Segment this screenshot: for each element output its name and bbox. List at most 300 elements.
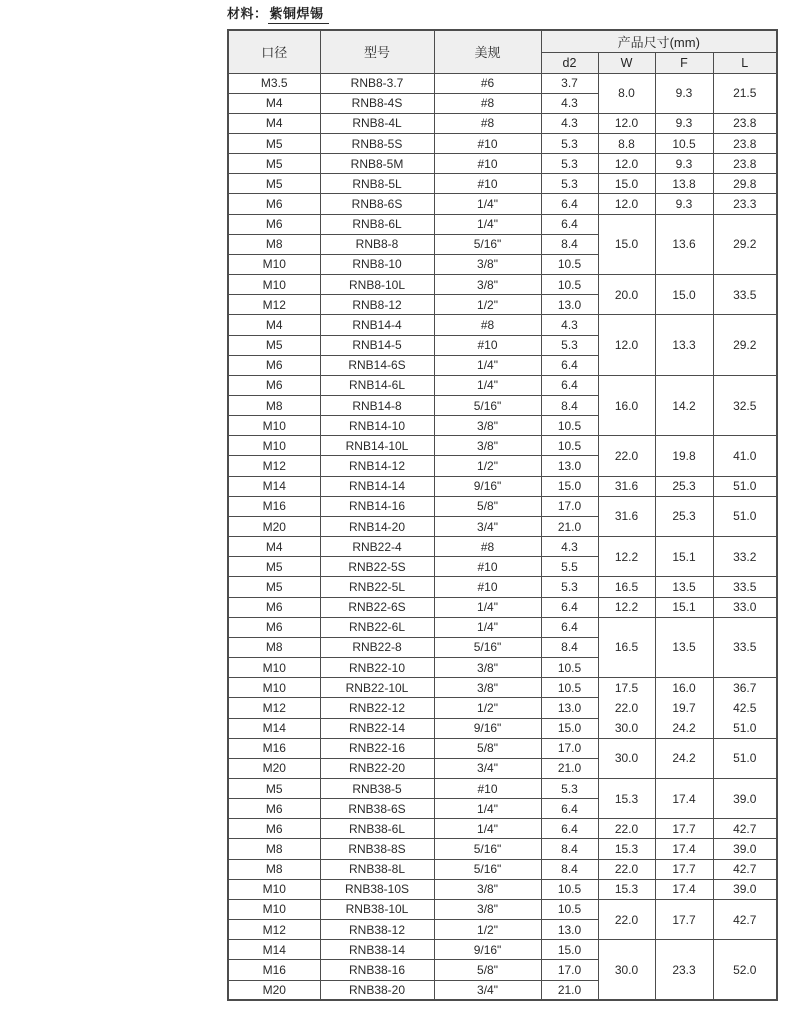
cell-caliber: M4 bbox=[228, 537, 320, 557]
cell-caliber: M3.5 bbox=[228, 73, 320, 93]
cell-w: 12.2 bbox=[598, 537, 655, 577]
table-row bbox=[228, 73, 777, 93]
cell-d2: 10.5 bbox=[541, 416, 598, 436]
cell-model: RNB14-16 bbox=[320, 496, 434, 516]
cell-model: RNB14-14 bbox=[320, 476, 434, 496]
cell-model: RNB38-16 bbox=[320, 960, 434, 980]
cell-d2: 17.0 bbox=[541, 960, 598, 980]
cell-d2: 13.0 bbox=[541, 698, 598, 718]
cell-d2: 10.5 bbox=[541, 275, 598, 295]
cell-w: 30.0 bbox=[598, 718, 655, 738]
cell-us-spec: 5/16" bbox=[434, 637, 541, 657]
cell-caliber: M4 bbox=[228, 93, 320, 113]
cell-l: 51.0 bbox=[713, 738, 777, 778]
cell-us-spec: 1/4" bbox=[434, 375, 541, 395]
header-dim-f: F bbox=[655, 52, 713, 73]
cell-model: RNB38-5 bbox=[320, 778, 434, 798]
cell-l: 23.8 bbox=[713, 133, 777, 153]
cell-model: RNB22-5S bbox=[320, 557, 434, 577]
cell-f: 17.4 bbox=[655, 839, 713, 859]
cell-d2: 6.4 bbox=[541, 194, 598, 214]
table-row bbox=[228, 778, 777, 798]
cell-d2: 17.0 bbox=[541, 738, 598, 758]
cell-f: 9.3 bbox=[655, 113, 713, 133]
cell-w: 22.0 bbox=[598, 899, 655, 939]
cell-w: 20.0 bbox=[598, 275, 655, 315]
cell-caliber: M5 bbox=[228, 778, 320, 798]
cell-caliber: M10 bbox=[228, 658, 320, 678]
cell-d2: 6.4 bbox=[541, 819, 598, 839]
cell-l: 39.0 bbox=[713, 879, 777, 899]
cell-w: 16.0 bbox=[598, 375, 655, 435]
cell-model: RNB8-8 bbox=[320, 234, 434, 254]
header-row-group bbox=[228, 30, 777, 52]
cell-model: RNB14-6L bbox=[320, 375, 434, 395]
cell-model: RNB22-5L bbox=[320, 577, 434, 597]
cell-model: RNB22-20 bbox=[320, 758, 434, 778]
material-value: 紫铜焊锡 bbox=[268, 3, 329, 24]
cell-model: RNB14-5 bbox=[320, 335, 434, 355]
cell-l: 33.5 bbox=[713, 577, 777, 597]
cell-l: 33.5 bbox=[713, 617, 777, 677]
cell-w: 15.3 bbox=[598, 879, 655, 899]
cell-d2: 6.4 bbox=[541, 214, 598, 234]
cell-w: 30.0 bbox=[598, 940, 655, 1000]
cell-f: 9.3 bbox=[655, 194, 713, 214]
cell-caliber: M4 bbox=[228, 113, 320, 133]
cell-f: 10.5 bbox=[655, 133, 713, 153]
cell-w: 15.3 bbox=[598, 778, 655, 818]
cell-w: 16.5 bbox=[598, 577, 655, 597]
cell-us-spec: 1/2" bbox=[434, 295, 541, 315]
spec-table-header bbox=[228, 30, 777, 73]
cell-us-spec: #10 bbox=[434, 335, 541, 355]
cell-d2: 13.0 bbox=[541, 456, 598, 476]
cell-caliber: M8 bbox=[228, 839, 320, 859]
cell-us-spec: #10 bbox=[434, 174, 541, 194]
table-row bbox=[228, 577, 777, 597]
cell-model: RNB38-10S bbox=[320, 879, 434, 899]
header-dim-l: L bbox=[713, 52, 777, 73]
header-dim-w: W bbox=[598, 52, 655, 73]
cell-d2: 4.3 bbox=[541, 113, 598, 133]
cell-caliber: M8 bbox=[228, 234, 320, 254]
cell-us-spec: 3/8" bbox=[434, 275, 541, 295]
header-dim-d2: d2 bbox=[541, 52, 598, 73]
cell-f: 15.0 bbox=[655, 275, 713, 315]
cell-f: 17.4 bbox=[655, 778, 713, 818]
cell-l: 21.5 bbox=[713, 73, 777, 113]
cell-l: 42.7 bbox=[713, 819, 777, 839]
cell-us-spec: #8 bbox=[434, 537, 541, 557]
cell-caliber: M16 bbox=[228, 738, 320, 758]
cell-us-spec: 5/16" bbox=[434, 839, 541, 859]
cell-d2: 6.4 bbox=[541, 597, 598, 617]
cell-f: 13.3 bbox=[655, 315, 713, 375]
content-area bbox=[227, 3, 778, 1001]
cell-model: RNB8-3.7 bbox=[320, 73, 434, 93]
cell-us-spec: 3/8" bbox=[434, 436, 541, 456]
cell-us-spec: 3/8" bbox=[434, 899, 541, 919]
table-row bbox=[228, 214, 777, 234]
cell-d2: 6.4 bbox=[541, 355, 598, 375]
cell-f: 23.3 bbox=[655, 940, 713, 1000]
cell-f: 17.7 bbox=[655, 899, 713, 939]
cell-caliber: M5 bbox=[228, 174, 320, 194]
table-row bbox=[228, 597, 777, 617]
cell-caliber: M12 bbox=[228, 295, 320, 315]
cell-l: 29.8 bbox=[713, 174, 777, 194]
cell-caliber: M10 bbox=[228, 416, 320, 436]
cell-d2: 15.0 bbox=[541, 940, 598, 960]
cell-caliber: M14 bbox=[228, 940, 320, 960]
cell-caliber: M8 bbox=[228, 396, 320, 416]
cell-caliber: M20 bbox=[228, 516, 320, 536]
cell-caliber: M10 bbox=[228, 436, 320, 456]
cell-d2: 5.3 bbox=[541, 577, 598, 597]
cell-model: RNB38-20 bbox=[320, 980, 434, 1000]
cell-d2: 15.0 bbox=[541, 718, 598, 738]
cell-d2: 8.4 bbox=[541, 637, 598, 657]
cell-us-spec: 1/2" bbox=[434, 456, 541, 476]
cell-model: RNB14-8 bbox=[320, 396, 434, 416]
cell-caliber: M6 bbox=[228, 819, 320, 839]
cell-l: 39.0 bbox=[713, 778, 777, 818]
cell-f: 13.6 bbox=[655, 214, 713, 274]
cell-d2: 10.5 bbox=[541, 899, 598, 919]
cell-d2: 6.4 bbox=[541, 799, 598, 819]
cell-model: RNB14-20 bbox=[320, 516, 434, 536]
table-row bbox=[228, 617, 777, 637]
cell-model: RNB22-8 bbox=[320, 637, 434, 657]
cell-w: 15.0 bbox=[598, 214, 655, 274]
cell-model: RNB38-12 bbox=[320, 920, 434, 940]
table-row bbox=[228, 899, 777, 919]
cell-caliber: M10 bbox=[228, 254, 320, 274]
cell-l: 51.0 bbox=[713, 476, 777, 496]
material-note bbox=[227, 3, 778, 24]
cell-model: RNB14-10L bbox=[320, 436, 434, 456]
cell-model: RNB22-6S bbox=[320, 597, 434, 617]
cell-f: 13.8 bbox=[655, 174, 713, 194]
cell-d2: 10.5 bbox=[541, 879, 598, 899]
cell-l: 36.7 bbox=[713, 678, 777, 698]
cell-caliber: M14 bbox=[228, 476, 320, 496]
spec-table-body bbox=[228, 73, 777, 1000]
cell-caliber: M10 bbox=[228, 879, 320, 899]
cell-us-spec: 1/4" bbox=[434, 597, 541, 617]
cell-us-spec: #8 bbox=[434, 93, 541, 113]
cell-caliber: M6 bbox=[228, 375, 320, 395]
cell-d2: 5.3 bbox=[541, 174, 598, 194]
cell-w: 22.0 bbox=[598, 819, 655, 839]
cell-model: RNB8-12 bbox=[320, 295, 434, 315]
cell-w: 15.3 bbox=[598, 839, 655, 859]
cell-us-spec: #8 bbox=[434, 113, 541, 133]
cell-l: 23.8 bbox=[713, 154, 777, 174]
table-row bbox=[228, 859, 777, 879]
table-row bbox=[228, 436, 777, 456]
cell-d2: 4.3 bbox=[541, 537, 598, 557]
table-row bbox=[228, 275, 777, 295]
table-row bbox=[228, 375, 777, 395]
cell-model: RNB22-12 bbox=[320, 698, 434, 718]
cell-us-spec: #8 bbox=[434, 315, 541, 335]
cell-caliber: M4 bbox=[228, 315, 320, 335]
cell-w: 15.0 bbox=[598, 174, 655, 194]
cell-model: RNB8-4S bbox=[320, 93, 434, 113]
cell-us-spec: 5/8" bbox=[434, 496, 541, 516]
cell-d2: 10.5 bbox=[541, 658, 598, 678]
cell-d2: 3.7 bbox=[541, 73, 598, 93]
cell-f: 19.7 bbox=[655, 698, 713, 718]
cell-caliber: M6 bbox=[228, 194, 320, 214]
cell-f: 17.4 bbox=[655, 879, 713, 899]
cell-d2: 5.3 bbox=[541, 335, 598, 355]
cell-l: 33.0 bbox=[713, 597, 777, 617]
cell-model: RNB8-6L bbox=[320, 214, 434, 234]
cell-w: 12.0 bbox=[598, 194, 655, 214]
cell-caliber: M12 bbox=[228, 920, 320, 940]
cell-f: 25.3 bbox=[655, 496, 713, 536]
table-row bbox=[228, 154, 777, 174]
table-row bbox=[228, 738, 777, 758]
cell-l: 23.8 bbox=[713, 113, 777, 133]
cell-d2: 13.0 bbox=[541, 295, 598, 315]
table-row bbox=[228, 113, 777, 133]
cell-caliber: M6 bbox=[228, 214, 320, 234]
cell-us-spec: 1/4" bbox=[434, 799, 541, 819]
cell-d2: 10.5 bbox=[541, 254, 598, 274]
cell-w: 17.5 bbox=[598, 678, 655, 698]
cell-us-spec: 1/4" bbox=[434, 194, 541, 214]
table-row bbox=[228, 315, 777, 335]
header-caliber: 口径 bbox=[228, 30, 320, 73]
cell-model: RNB38-10L bbox=[320, 899, 434, 919]
header-us-spec: 美规 bbox=[434, 30, 541, 73]
cell-l: 23.3 bbox=[713, 194, 777, 214]
cell-f: 16.0 bbox=[655, 678, 713, 698]
cell-d2: 13.0 bbox=[541, 920, 598, 940]
cell-caliber: M6 bbox=[228, 617, 320, 637]
table-row bbox=[228, 194, 777, 214]
spec-table bbox=[227, 29, 778, 1001]
cell-model: RNB8-10L bbox=[320, 275, 434, 295]
cell-w: 12.0 bbox=[598, 113, 655, 133]
header-dimensions-group: 产品尺寸(mm) bbox=[541, 30, 777, 52]
cell-us-spec: 5/8" bbox=[434, 738, 541, 758]
cell-l: 51.0 bbox=[713, 496, 777, 536]
cell-us-spec: 1/2" bbox=[434, 698, 541, 718]
cell-model: RNB8-5M bbox=[320, 154, 434, 174]
cell-l: 42.5 bbox=[713, 698, 777, 718]
cell-us-spec: 5/8" bbox=[434, 960, 541, 980]
cell-d2: 21.0 bbox=[541, 980, 598, 1000]
cell-d2: 6.4 bbox=[541, 375, 598, 395]
cell-us-spec: #10 bbox=[434, 154, 541, 174]
cell-d2: 21.0 bbox=[541, 516, 598, 536]
table-row bbox=[228, 839, 777, 859]
cell-us-spec: 3/8" bbox=[434, 678, 541, 698]
cell-l: 32.5 bbox=[713, 375, 777, 435]
cell-w: 22.0 bbox=[598, 859, 655, 879]
cell-d2: 15.0 bbox=[541, 476, 598, 496]
cell-d2: 8.4 bbox=[541, 234, 598, 254]
cell-us-spec: #6 bbox=[434, 73, 541, 93]
cell-d2: 8.4 bbox=[541, 396, 598, 416]
cell-l: 51.0 bbox=[713, 718, 777, 738]
cell-model: RNB22-4 bbox=[320, 537, 434, 557]
cell-caliber: M5 bbox=[228, 133, 320, 153]
cell-us-spec: 3/8" bbox=[434, 416, 541, 436]
cell-caliber: M5 bbox=[228, 557, 320, 577]
cell-f: 15.1 bbox=[655, 537, 713, 577]
cell-model: RNB38-14 bbox=[320, 940, 434, 960]
table-row bbox=[228, 698, 777, 718]
table-row bbox=[228, 718, 777, 738]
cell-w: 12.0 bbox=[598, 154, 655, 174]
cell-model: RNB38-6L bbox=[320, 819, 434, 839]
cell-caliber: M5 bbox=[228, 335, 320, 355]
cell-l: 41.0 bbox=[713, 436, 777, 476]
table-row bbox=[228, 476, 777, 496]
cell-caliber: M20 bbox=[228, 758, 320, 778]
cell-f: 13.5 bbox=[655, 577, 713, 597]
cell-caliber: M5 bbox=[228, 577, 320, 597]
cell-model: RNB38-6S bbox=[320, 799, 434, 819]
table-row bbox=[228, 678, 777, 698]
cell-us-spec: 9/16" bbox=[434, 718, 541, 738]
cell-model: RNB22-16 bbox=[320, 738, 434, 758]
cell-us-spec: 1/4" bbox=[434, 214, 541, 234]
cell-d2: 5.3 bbox=[541, 778, 598, 798]
cell-l: 42.7 bbox=[713, 899, 777, 939]
cell-caliber: M6 bbox=[228, 597, 320, 617]
cell-us-spec: 1/4" bbox=[434, 819, 541, 839]
cell-caliber: M6 bbox=[228, 799, 320, 819]
table-row bbox=[228, 819, 777, 839]
cell-f: 24.2 bbox=[655, 718, 713, 738]
cell-us-spec: #10 bbox=[434, 133, 541, 153]
cell-l: 29.2 bbox=[713, 315, 777, 375]
cell-us-spec: 3/8" bbox=[434, 254, 541, 274]
cell-caliber: M10 bbox=[228, 678, 320, 698]
cell-f: 13.5 bbox=[655, 617, 713, 677]
cell-d2: 5.5 bbox=[541, 557, 598, 577]
cell-model: RNB22-14 bbox=[320, 718, 434, 738]
cell-w: 8.0 bbox=[598, 73, 655, 113]
cell-d2: 4.3 bbox=[541, 315, 598, 335]
cell-w: 12.2 bbox=[598, 597, 655, 617]
cell-us-spec: 1/4" bbox=[434, 355, 541, 375]
cell-model: RNB38-8L bbox=[320, 859, 434, 879]
cell-us-spec: #10 bbox=[434, 778, 541, 798]
cell-caliber: M10 bbox=[228, 899, 320, 919]
cell-w: 30.0 bbox=[598, 738, 655, 778]
cell-model: RNB14-12 bbox=[320, 456, 434, 476]
cell-l: 42.7 bbox=[713, 859, 777, 879]
table-row bbox=[228, 174, 777, 194]
cell-l: 39.0 bbox=[713, 839, 777, 859]
cell-d2: 10.5 bbox=[541, 678, 598, 698]
cell-f: 14.2 bbox=[655, 375, 713, 435]
cell-caliber: M12 bbox=[228, 456, 320, 476]
cell-f: 24.2 bbox=[655, 738, 713, 778]
cell-caliber: M5 bbox=[228, 154, 320, 174]
table-row bbox=[228, 496, 777, 516]
cell-f: 17.7 bbox=[655, 819, 713, 839]
cell-caliber: M6 bbox=[228, 355, 320, 375]
cell-us-spec: 3/4" bbox=[434, 516, 541, 536]
cell-caliber: M16 bbox=[228, 496, 320, 516]
cell-d2: 21.0 bbox=[541, 758, 598, 778]
cell-us-spec: 3/8" bbox=[434, 658, 541, 678]
cell-d2: 5.3 bbox=[541, 154, 598, 174]
cell-us-spec: 1/2" bbox=[434, 920, 541, 940]
cell-w: 12.0 bbox=[598, 315, 655, 375]
cell-w: 31.6 bbox=[598, 476, 655, 496]
cell-w: 22.0 bbox=[598, 698, 655, 718]
cell-model: RNB38-8S bbox=[320, 839, 434, 859]
cell-d2: 10.5 bbox=[541, 436, 598, 456]
cell-l: 29.2 bbox=[713, 214, 777, 274]
cell-d2: 8.4 bbox=[541, 839, 598, 859]
cell-f: 9.3 bbox=[655, 73, 713, 113]
table-row bbox=[228, 133, 777, 153]
cell-caliber: M16 bbox=[228, 960, 320, 980]
cell-l: 52.0 bbox=[713, 940, 777, 1000]
cell-us-spec: 5/16" bbox=[434, 234, 541, 254]
cell-us-spec: 3/8" bbox=[434, 879, 541, 899]
cell-us-spec: #10 bbox=[434, 577, 541, 597]
cell-f: 19.8 bbox=[655, 436, 713, 476]
cell-us-spec: 5/16" bbox=[434, 859, 541, 879]
cell-us-spec: 5/16" bbox=[434, 396, 541, 416]
cell-us-spec: 1/4" bbox=[434, 617, 541, 637]
table-row bbox=[228, 879, 777, 899]
cell-us-spec: 3/4" bbox=[434, 980, 541, 1000]
cell-model: RNB8-6S bbox=[320, 194, 434, 214]
cell-d2: 6.4 bbox=[541, 617, 598, 637]
cell-model: RNB22-10 bbox=[320, 658, 434, 678]
cell-us-spec: #10 bbox=[434, 557, 541, 577]
cell-model: RNB22-10L bbox=[320, 678, 434, 698]
material-label: 材料： bbox=[227, 6, 268, 21]
table-row bbox=[228, 940, 777, 960]
cell-caliber: M14 bbox=[228, 718, 320, 738]
cell-model: RNB14-6S bbox=[320, 355, 434, 375]
cell-model: RNB14-4 bbox=[320, 315, 434, 335]
cell-l: 33.2 bbox=[713, 537, 777, 577]
cell-model: RNB8-4L bbox=[320, 113, 434, 133]
cell-model: RNB22-6L bbox=[320, 617, 434, 637]
cell-d2: 17.0 bbox=[541, 496, 598, 516]
cell-model: RNB8-5S bbox=[320, 133, 434, 153]
cell-model: RNB14-10 bbox=[320, 416, 434, 436]
cell-d2: 8.4 bbox=[541, 859, 598, 879]
cell-f: 15.1 bbox=[655, 597, 713, 617]
cell-model: RNB8-10 bbox=[320, 254, 434, 274]
cell-caliber: M12 bbox=[228, 698, 320, 718]
cell-w: 31.6 bbox=[598, 496, 655, 536]
cell-w: 16.5 bbox=[598, 617, 655, 677]
table-row bbox=[228, 537, 777, 557]
cell-caliber: M8 bbox=[228, 637, 320, 657]
cell-l: 33.5 bbox=[713, 275, 777, 315]
cell-us-spec: 9/16" bbox=[434, 476, 541, 496]
cell-caliber: M8 bbox=[228, 859, 320, 879]
cell-w: 8.8 bbox=[598, 133, 655, 153]
